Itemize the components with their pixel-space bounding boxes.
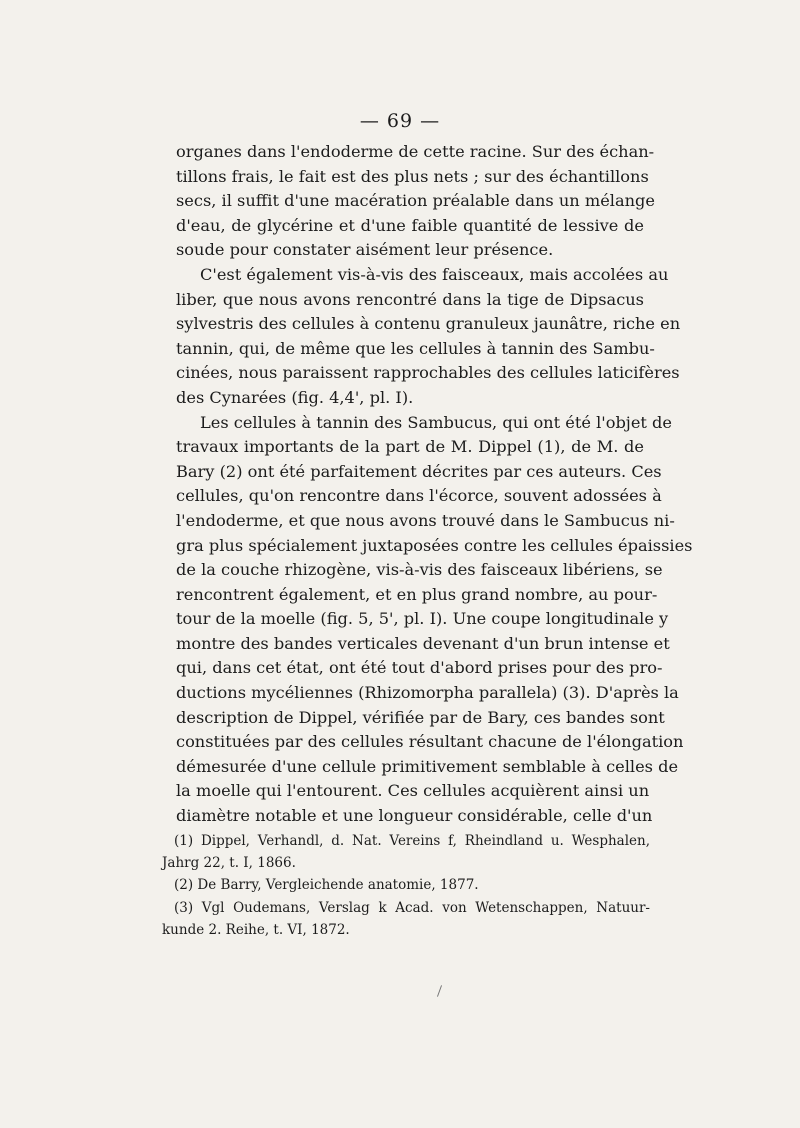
text-line: ductions mycéliennes (Rhizomorpha parallela) (3). D'après la bbox=[176, 683, 679, 703]
text-line: tour de la moelle (fig. 5, 5', pl. I). Une coupe longitudinale y bbox=[176, 609, 669, 629]
text-line: de la couche rhizogène, vis-à-vis des faisceaux libériens, se bbox=[176, 560, 663, 580]
text-line: gra plus spécialement juxtaposées contre les cellules épaissies bbox=[176, 535, 693, 555]
text-line: liber, que nous avons rencontré dans la tige de Dipsacus bbox=[176, 289, 644, 309]
text-line: description de Dippel, vérifiée par de Bary, ces bandes sont bbox=[176, 707, 665, 727]
text-line: organes dans l'endoderme de cette racine. Sur des échan- bbox=[176, 142, 655, 161]
text-line: tannin, qui, de même que les cellules à tannin des Sambu- bbox=[176, 338, 655, 358]
text-line: Bary (2) ont été parfaitement décrites par ces auteurs. Ces bbox=[176, 461, 662, 481]
footnote-line: (1) Dippel, Verhandl, d. Nat. Vereins f, Rheindland u. Wesphalen, bbox=[174, 833, 650, 849]
text-line: Les cellules à tannin des Sambucus, qui ont été l'objet de bbox=[200, 412, 672, 432]
text-line: montre des bandes verticales devenant d'un brun intense et bbox=[176, 633, 670, 653]
text-line: constituées par des cellules résultant chacune de l'élongation bbox=[176, 732, 684, 752]
footnotes bbox=[162, 830, 650, 941]
ink-mark bbox=[437, 985, 442, 997]
footnote-line: (2) De Barry, Vergleichende anatomie, 1877. bbox=[174, 877, 479, 894]
text-line: cellules, qu'on rencontre dans l'écorce, souvent adossées à bbox=[176, 486, 662, 506]
footnote-line: kunde 2. Reihe, t. VI, 1872. bbox=[162, 921, 350, 938]
footnote-line: Jahrg 22, t. I, 1866. bbox=[162, 855, 296, 872]
text-line: la moelle qui l'entourent. Ces cellules acquièrent ainsi un bbox=[176, 781, 650, 801]
text-line: secs, il suffit d'une macération préalable dans un mélange bbox=[176, 191, 655, 211]
text-line: soude pour constater aisément leur présence. bbox=[176, 240, 554, 260]
footnote-line: (3) Vgl Oudemans, Verslag k Acad. von Wetenschappen, Natuur- bbox=[174, 899, 650, 916]
text-line: des Cynarées (fig. 4,4', pl. I). bbox=[176, 387, 414, 407]
text-line: sylvestris des cellules à contenu granuleux jaunâtre, riche en bbox=[176, 314, 681, 334]
text-line: diamètre notable et une longueur considérable, celle d'un bbox=[176, 806, 653, 826]
text-line: qui, dans cet état, ont été tout d'abord prises pour des pro- bbox=[176, 658, 663, 678]
text-line: tillons frais, le fait est des plus nets ; sur des échantillons bbox=[176, 166, 649, 186]
body-text bbox=[176, 140, 693, 829]
text-line: l'endoderme, et que nous avons trouvé dans le Sambucus ni- bbox=[176, 510, 675, 530]
text-line: cinées, nous paraissent rapprochables des cellules laticifères bbox=[176, 363, 680, 383]
text-line: d'eau, de glycérine et d'une faible quantité de lessive de bbox=[176, 215, 644, 235]
text-line: démesurée d'une cellule primitivement semblable à celles de bbox=[176, 756, 679, 776]
text-line: rencontrent également, et en plus grand nombre, au pour- bbox=[176, 584, 658, 604]
text-line: travaux importants de la part de M. Dippel (1), de M. de bbox=[176, 437, 644, 457]
page-number: — 69 — bbox=[359, 110, 441, 132]
text-line: C'est également vis-à-vis des faisceaux, mais accolées au bbox=[200, 264, 669, 284]
